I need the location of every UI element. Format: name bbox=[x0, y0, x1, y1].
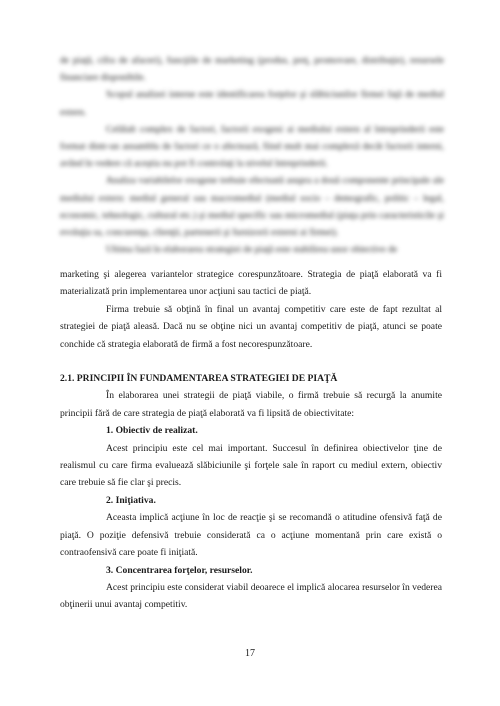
section-heading: 2.1. PRINCIPII ÎN FUNDAMENTAREA STRATEGIEI DE PIAŢĂ bbox=[60, 373, 338, 385]
paragraph: marketing şi alegerea variantelor strategice corespunzătoare. Strategia de piaţă elaborată va fi materializată prin implementarea unor acţiuni sau tactici de piaţă. bbox=[60, 269, 442, 298]
principle-title: 2. Iniţiativa. bbox=[106, 494, 156, 506]
paragraph: Acest principiu este cel mai important. Succesul în definirea obiectivelor ţine de realismul cu care firma evaluează slăbiciunile şi forţele sale în raport cu mediul extern, obiectiv care trebuie să fie clar şi precis. bbox=[60, 442, 442, 489]
paragraph: Aceasta implică acţiune în loc de reacţie şi se recomandă o atitudine ofensivă faţă de piaţă. O poziţie defensivă trebuie considerată ca o acţiune momentană prin care există o contraofensivă care poate fi iniţiată. bbox=[60, 512, 442, 559]
principle-title: 3. Concentrarea forţelor, resurselor. bbox=[106, 564, 253, 576]
blurred-paragraph: Analiza variabilelor exogene trebuie efectuată asupra a două componente principale ale mediului extern: mediul general sau macromediul (mediul socio – demografic, politic – legal, economic, tehnologic, cultural etc.) şi mediul specific sau micromediul (piaţa prin caracteristicile şi evoluţia sa, concurenţa, clienţii, partenerii şi furnizorii externi ai firmei). bbox=[60, 175, 444, 239]
page-body bbox=[60, 266, 442, 614]
blurred-paragraph: de piaţă, cifra de afaceri), funcţiile de marketing (produs, preţ, promovare, distribuţie), resursele financiare disponibile. bbox=[60, 55, 444, 84]
paragraph: Firma trebuie să obţină în final un avantaj competitiv care este de fapt rezultat al strategiei de piaţă aleasă. Dacă nu se obţine nici un avantaj competitiv de piaţă, atunci se poate conchide că strategia elaborată de firmă a fost necorespunzătoare. bbox=[60, 303, 442, 350]
paragraph: Acest principiu este considerat viabil deoarece el implică alocarea resurselor în vederea obţinerii unui avantaj competitiv. bbox=[60, 581, 442, 611]
page-number: 17 bbox=[245, 648, 255, 659]
paragraph: În elaborarea unei strategii de piaţă viabile, o firmă trebuie să recurgă la anumite principii fără de care strategia de piaţă elaborată va fi lipsită de obiectivitate: bbox=[60, 390, 442, 419]
principle-title: 1. Obiectiv de realizat. bbox=[106, 425, 198, 437]
blurred-paragraph: Ultima fază în elaborarea strategiei de piaţă este stabilirea unor obiective de bbox=[106, 244, 398, 256]
blurred-preview-text bbox=[60, 52, 444, 258]
blurred-paragraph: Celălalt complex de factori, factorii exogeni ai mediului extern al întreprinderii este format dintr-un ansamblu de factori ce o afectează, fiind mult mai complexă decât factorii interni, având în vedere că aceştia nu pot fi controlaţi la nivelul întreprinderii. bbox=[60, 123, 444, 170]
blurred-paragraph: Scopul analizei interne este identificarea forţelor şi slăbiciunilor firmei faţă de mediul extern. bbox=[60, 89, 444, 118]
